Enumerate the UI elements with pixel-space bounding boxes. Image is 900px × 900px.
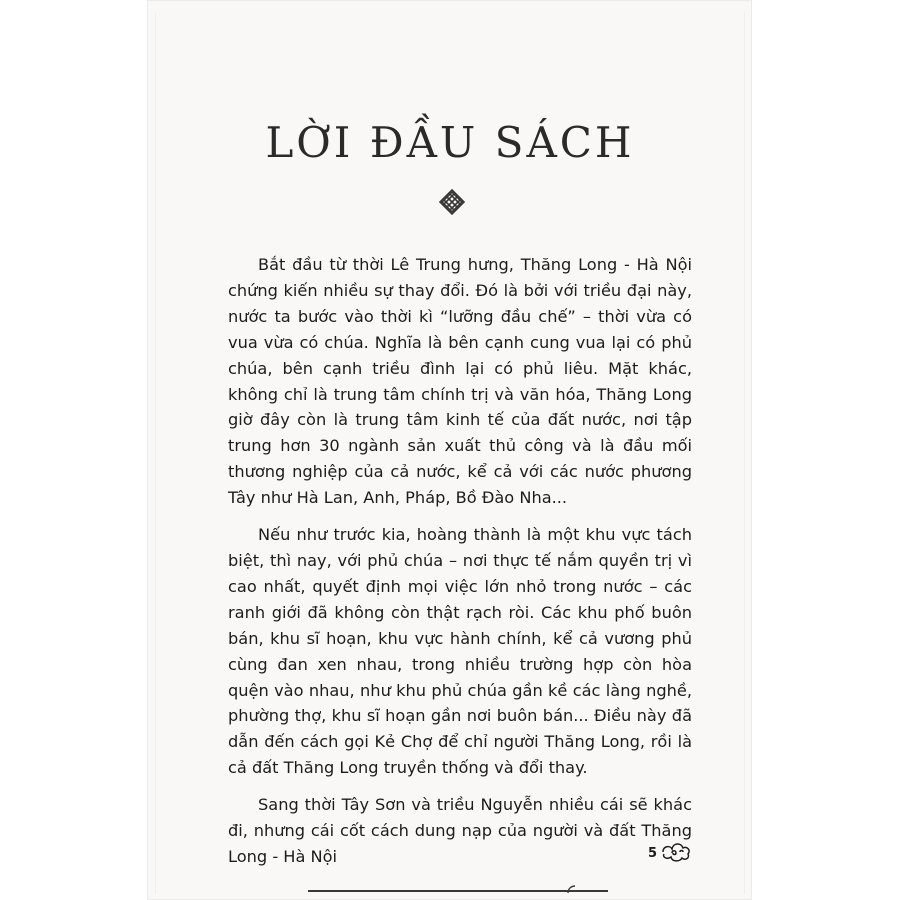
bottom-tick-icon: [566, 884, 576, 894]
cloud-scroll-icon: [660, 838, 692, 864]
endless-knot-icon: [436, 186, 468, 218]
paragraph-3: Sang thời Tây Sơn và triều Nguyễn nhiều cái sẽ khác đi, nhưng cái cốt cách dung nạp của người và đất Thăng Long - Hà Nội: [228, 795, 692, 866]
page-number: 5: [648, 846, 658, 861]
body-text: [228, 252, 692, 881]
paragraph-2: Nếu như trước kia, hoàng thành là một khu vực tách biệt, thì nay, với phủ chúa – nơi thực tế nắm quyền trị vì cao nhất, quyết định mọi việc lớn nhỏ trong nước – các ranh giới đã không còn thật rạch ròi. Các khu phố buôn bán, khu sĩ hoạn, khu vực hành chính, kể cả vương phủ cùng đan xen nhau, trong nhiều trường hợp còn hòa quện vào nhau, như khu phủ chúa gần kề các làng nghề, phường thợ, khu sĩ hoạn gần nơi buôn bán... Điều này đã dẫn đến cách gọi Kẻ Chợ để chỉ người Thăng Long, rồi là cả đất Thăng Long truyền thống và đổi thay.: [228, 525, 692, 778]
bottom-rule: [308, 890, 608, 892]
page-title: LỜI ĐẦU SÁCH: [265, 118, 635, 167]
paragraph-1: Bắt đầu từ thời Lê Trung hưng, Thăng Long - Hà Nội chứng kiến nhiều sự thay đổi. Đó là bởi với triều đại này, nước ta bước vào thời kì “lưỡng đầu chế” – thời vừa có vua vừa có chúa. Nghĩa là bên cạnh cung vua lại có phủ chúa, bên cạnh triều đình lại có phủ liêu. Mặt khác, không chỉ là trung tâm chính trị và văn hóa, Thăng Long giờ đây còn là trung tâm kinh tế của đất nước, nơi tập trung hơn 30 ngành sản xuất thủ công và là đầu mối thương nghiệp của cả nước, kể cả với các nước phương Tây như Hà Lan, Anh, Pháp, Bồ Đào Nha...: [228, 255, 692, 508]
